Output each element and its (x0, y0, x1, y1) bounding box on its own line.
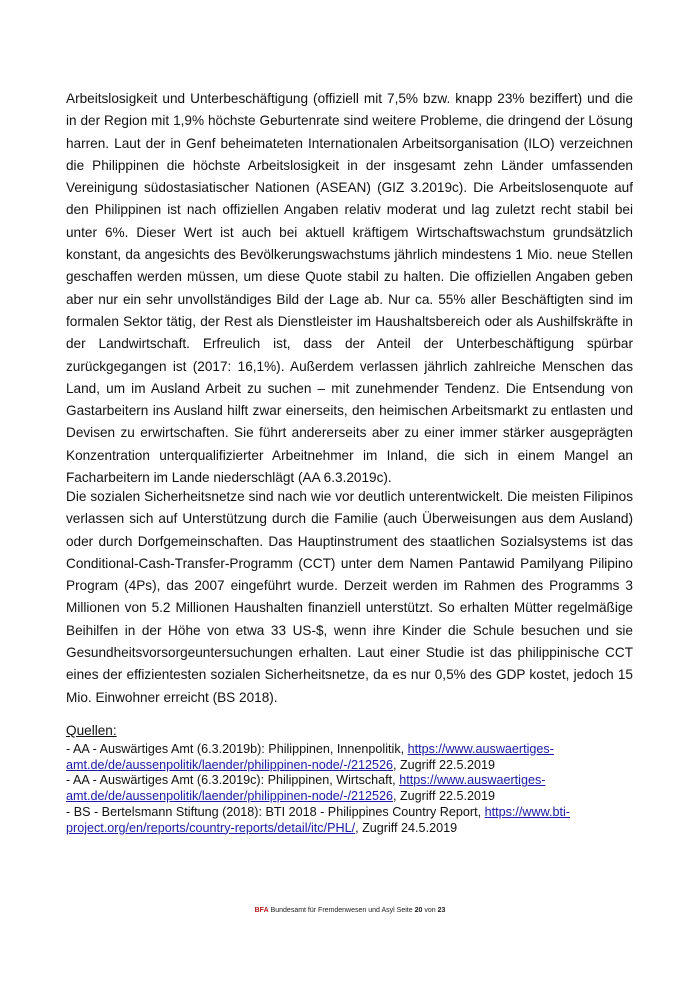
sources-list (66, 742, 633, 836)
page-footer (0, 906, 700, 916)
footer-org: Bundesamt für Fremdenwesen und Asyl (270, 907, 395, 914)
footer-page-total: 23 (437, 907, 446, 914)
source-link[interactable]: https://www.bti-project.org/en/reports/country-reports/detail/itc/PHL/ (66, 804, 570, 835)
footer-page-word: Seite (396, 907, 413, 914)
source-prefix: - AA - Auswärtiges Amt (6.3.2019c): Philippinen, Wirtschaft, (66, 773, 396, 788)
source-suffix: , Zugriff 22.5.2019 (392, 789, 495, 804)
source-item (66, 773, 633, 804)
source-item (66, 742, 633, 773)
source-item (66, 805, 633, 836)
source-suffix: , Zugriff 22.5.2019 (392, 757, 495, 772)
paragraph-unemployment: Arbeitslosigkeit und Unterbeschäftigung (offiziell mit 7,5% bzw. knapp 23% beziffert) und die in der Region mit 1,9% höchste Geburtenrate sind weitere Probleme, die dringend der Lösung harren. Laut der in Genf beheimateten Internationalen Arbeitsorganisation (ILO) verzeichnen die Philippinen die höchste Arbeitslosigkeit in der insgesamt zehn Länder umfassenden Vereinigung südostasiatischer Nationen (ASEAN) (GIZ 3.2019c). Die Arbeitslosenquote auf den Philippinen ist nach offiziellen Angaben relativ moderat und lag zuletzt recht stabil bei unter 6%. Dieser Wert ist auch bei aktuell kräftigem Wirtschaftswachstum grundsätzlich konstant, da angesichts des Bevölkerungswachstums jährlich mindestens 1 Mio. neue Stellen geschaffen werden müssen, um diese Quote stabil zu halten. Die offiziellen Angaben geben aber nur ein sehr unvollständiges Bild der Lage ab. Nur ca. 55% aller Beschäftigten sind im formalen Sektor tätig, der Rest als Dienstleister im Haushaltsbereich oder als Aushilfskräfte in der Landwirtschaft. Erfreulich ist, dass der Anteil der Unterbeschäftigung spürbar zurückgegangen ist (2017: 16,1%). Außerdem verlassen jährlich zahlreiche Menschen das Land, um im Ausland Arbeit zu suchen – mit zunehmender Tendenz. Die Entsendung von Gastarbeitern ins Ausland hilft zwar einerseits, den heimischen Arbeitsmarkt zu entlasten und Devisen zu erwirtschaften. Sie führt andererseits aber zu einer immer stärker ausgeprägten Konzentration unterqualifizierter Arbeitnehmer im Inland, die sich in einem Mangel an Facharbeitern im Lande niederschlägt (AA 6.3.2019c). (66, 91, 633, 486)
source-link[interactable]: https://www.auswaertiges-amt.de/de/aussenpolitik/laender/philippinen-node/-/212526 (66, 742, 554, 772)
source-prefix: - AA - Auswärtiges Amt (6.3.2019b): Philippinen, Innenpolitik, (66, 742, 405, 756)
footer-page-of: von (424, 907, 436, 914)
paragraph-social-safety-nets: Die sozialen Sicherheitsnetze sind nach wie vor deutlich unterentwickelt. Die meisten Filipinos verlassen sich auf Unterstützung durch die Familie (auch Überweisungen aus dem Ausland) oder durch Dorfgemeinschaften. Das Hauptinstrument des staatlichen Sozialsystems ist das Conditional-Cash-Transfer-Programm (CCT) unter dem Namen Pantawid Pamilyang Pilipino Program (4Ps), das 2007 eingeführt wurde. Derzeit werden im Rahmen des Programms 3 Millionen von 5.2 Millionen Haushalten finanziell unterstützt. So erhalten Mütter regelmäßige Beihilfen in der Höhe von etwa 33 US-$, wenn ihre Kinder die Schule besuchen und sie Gesundheitsvorsorgeuntersuchungen erhalten. Laut einer Studie ist das philippinische CCT eines der effizientesten sozialen Sicherheitsnetze, da es nur 0,5% des GDP kostet, jedoch 15 Mio. Einwohner erreicht (BS 2018). (66, 489, 633, 705)
sources-heading: Quellen: (66, 723, 117, 738)
bfa-logo: BFA (254, 907, 269, 914)
source-link[interactable]: https://www.auswaertiges-amt.de/de/aussenpolitik/laender/philippinen-node/-/212526 (66, 773, 546, 804)
source-suffix: , Zugriff 24.5.2019 (355, 820, 458, 835)
footer-page-current: 20 (414, 907, 423, 914)
source-prefix: - BS - Bertelsmann Stiftung (2018): BTI 2018 - Philippines Country Report, (66, 804, 482, 819)
